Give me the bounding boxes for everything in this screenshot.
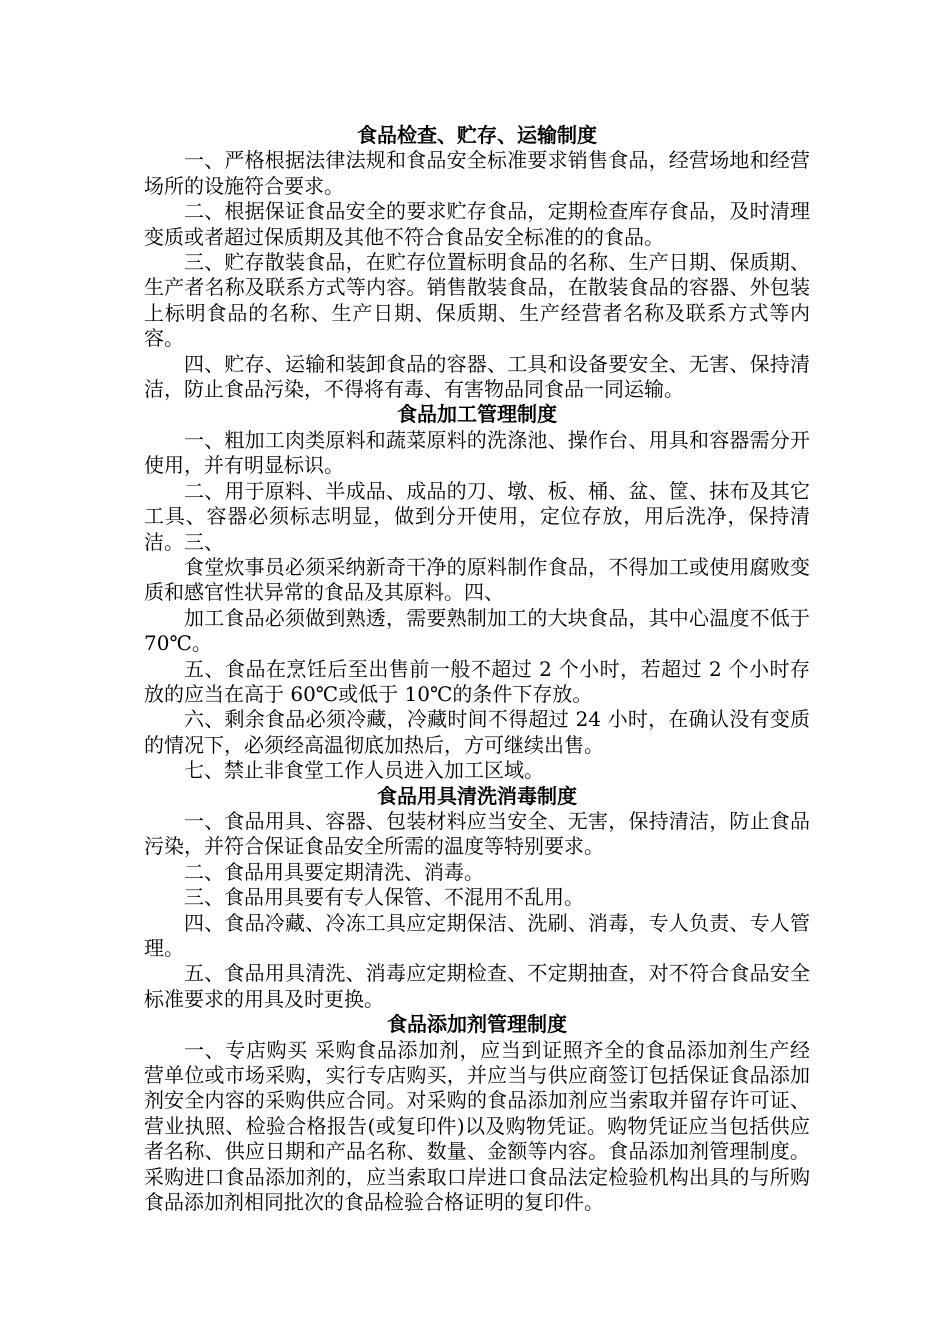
paragraph: 七、禁止非食堂工作人员进入加工区域。: [184, 758, 544, 783]
paragraph: 四、贮存、运输和装卸食品的容器、工具和设备要安全、无害、保持清洁，防止食品污染，不得将有毒、有害物品同食品一同运输。: [144, 351, 810, 402]
paragraph: 加工食品必须做到熟透，需要熟制加工的大块食品，其中心温度不低于 70℃。: [144, 605, 810, 656]
section-additives: [144, 1012, 810, 1215]
paragraph: 五、食品用具清洗、消毒应定期检查、不定期抽查，对不符合食品安全标准要求的用具及时更换。: [144, 961, 810, 1011]
section-title: 食品加工管理制度: [397, 402, 557, 427]
paragraph: 二、根据保证食品安全的要求贮存食品，定期检查库存食品，及时清理变质或者超过保质期及其他不符合食品安全标准的的食品。: [144, 199, 810, 249]
paragraph: 三、贮存散装食品，在贮存位置标明食品的名称、生产日期、保质期、生产者名称及联系方式等内容。销售散装食品，在散装食品的容器、外包装上标明食品的名称、生产日期、保质期、生产经营者名称及联系方式等内容。: [144, 250, 810, 351]
paragraph: 五、食品在烹饪后至出售前一般不超过 2 个小时，若超过 2 个小时存放的应当在高于 60℃或低于 10℃的条件下存放。: [144, 656, 810, 706]
section-title: 食品用具清洗消毒制度: [377, 783, 577, 808]
paragraph: 二、食品用具要定期清洗、消毒。: [184, 859, 484, 884]
paragraph: 六、剩余食品必须冷藏，冷藏时间不得超过 24 小时，在确认没有变质的情况下，必须经高温彻底加热后，方可继续出售。: [144, 707, 810, 757]
section-storage: [144, 123, 810, 402]
paragraph: 一、粗加工肉类原料和蔬菜原料的洗涤池、操作台、用具和容器需分开使用，并有明显标识。: [144, 427, 810, 478]
paragraph: 四、食品冷藏、冷冻工具应定期保洁、洗刷、消毒，专人负责、专人管理。: [144, 910, 810, 960]
paragraph: 二、用于原料、半成品、成品的刀、墩、板、桶、盆、筐、抹布及其它工具、容器必须标志明显，做到分开使用，定位存放，用后洗净，保持清洁。三、: [144, 478, 810, 554]
paragraph: 一、严格根据法律法规和食品安全标准要求销售食品，经营场地和经营场所的设施符合要求。: [144, 148, 810, 198]
section-utensil-cleaning: [144, 784, 810, 1013]
section-title: 食品添加剂管理制度: [387, 1012, 567, 1037]
paragraph: 一、专店购买 采购食品添加剂，应当到证照齐全的食品添加剂生产经营单位或市场采购，实行专店购买，并应当与供应商签订包括保证食品添加剂安全内容的采购供应合同。对采购的食品添加剂应当索取并留存许可证、营业执照、检验合格报告(或复印件)以及购物凭证。购物凭证应当包括供应者名称、供应日期和产品名称、数量、金额等内容。食品添加剂管理制度。采购进口食品添加剂的，应当索取口岸进口食品法定检验机构出具的与所购食品添加剂相同批次的食品检验合格证明的复印件。: [144, 1037, 810, 1215]
document-page: [144, 123, 810, 1215]
paragraph: 食堂炊事员必须采纳新奇干净的原料制作食品，不得加工或使用腐败变质和感官性状异常的食品及其原料。四、: [144, 554, 810, 605]
section-title: 食品检查、贮存、运输制度: [357, 123, 597, 147]
paragraph: 三、食品用具要有专人保管、不混用不乱用。: [184, 885, 584, 910]
paragraph: 一、食品用具、容器、包装材料应当安全、无害，保持清洁，防止食品污染，并符合保证食品安全所需的温度等特别要求。: [144, 808, 810, 859]
section-processing: [144, 402, 810, 783]
